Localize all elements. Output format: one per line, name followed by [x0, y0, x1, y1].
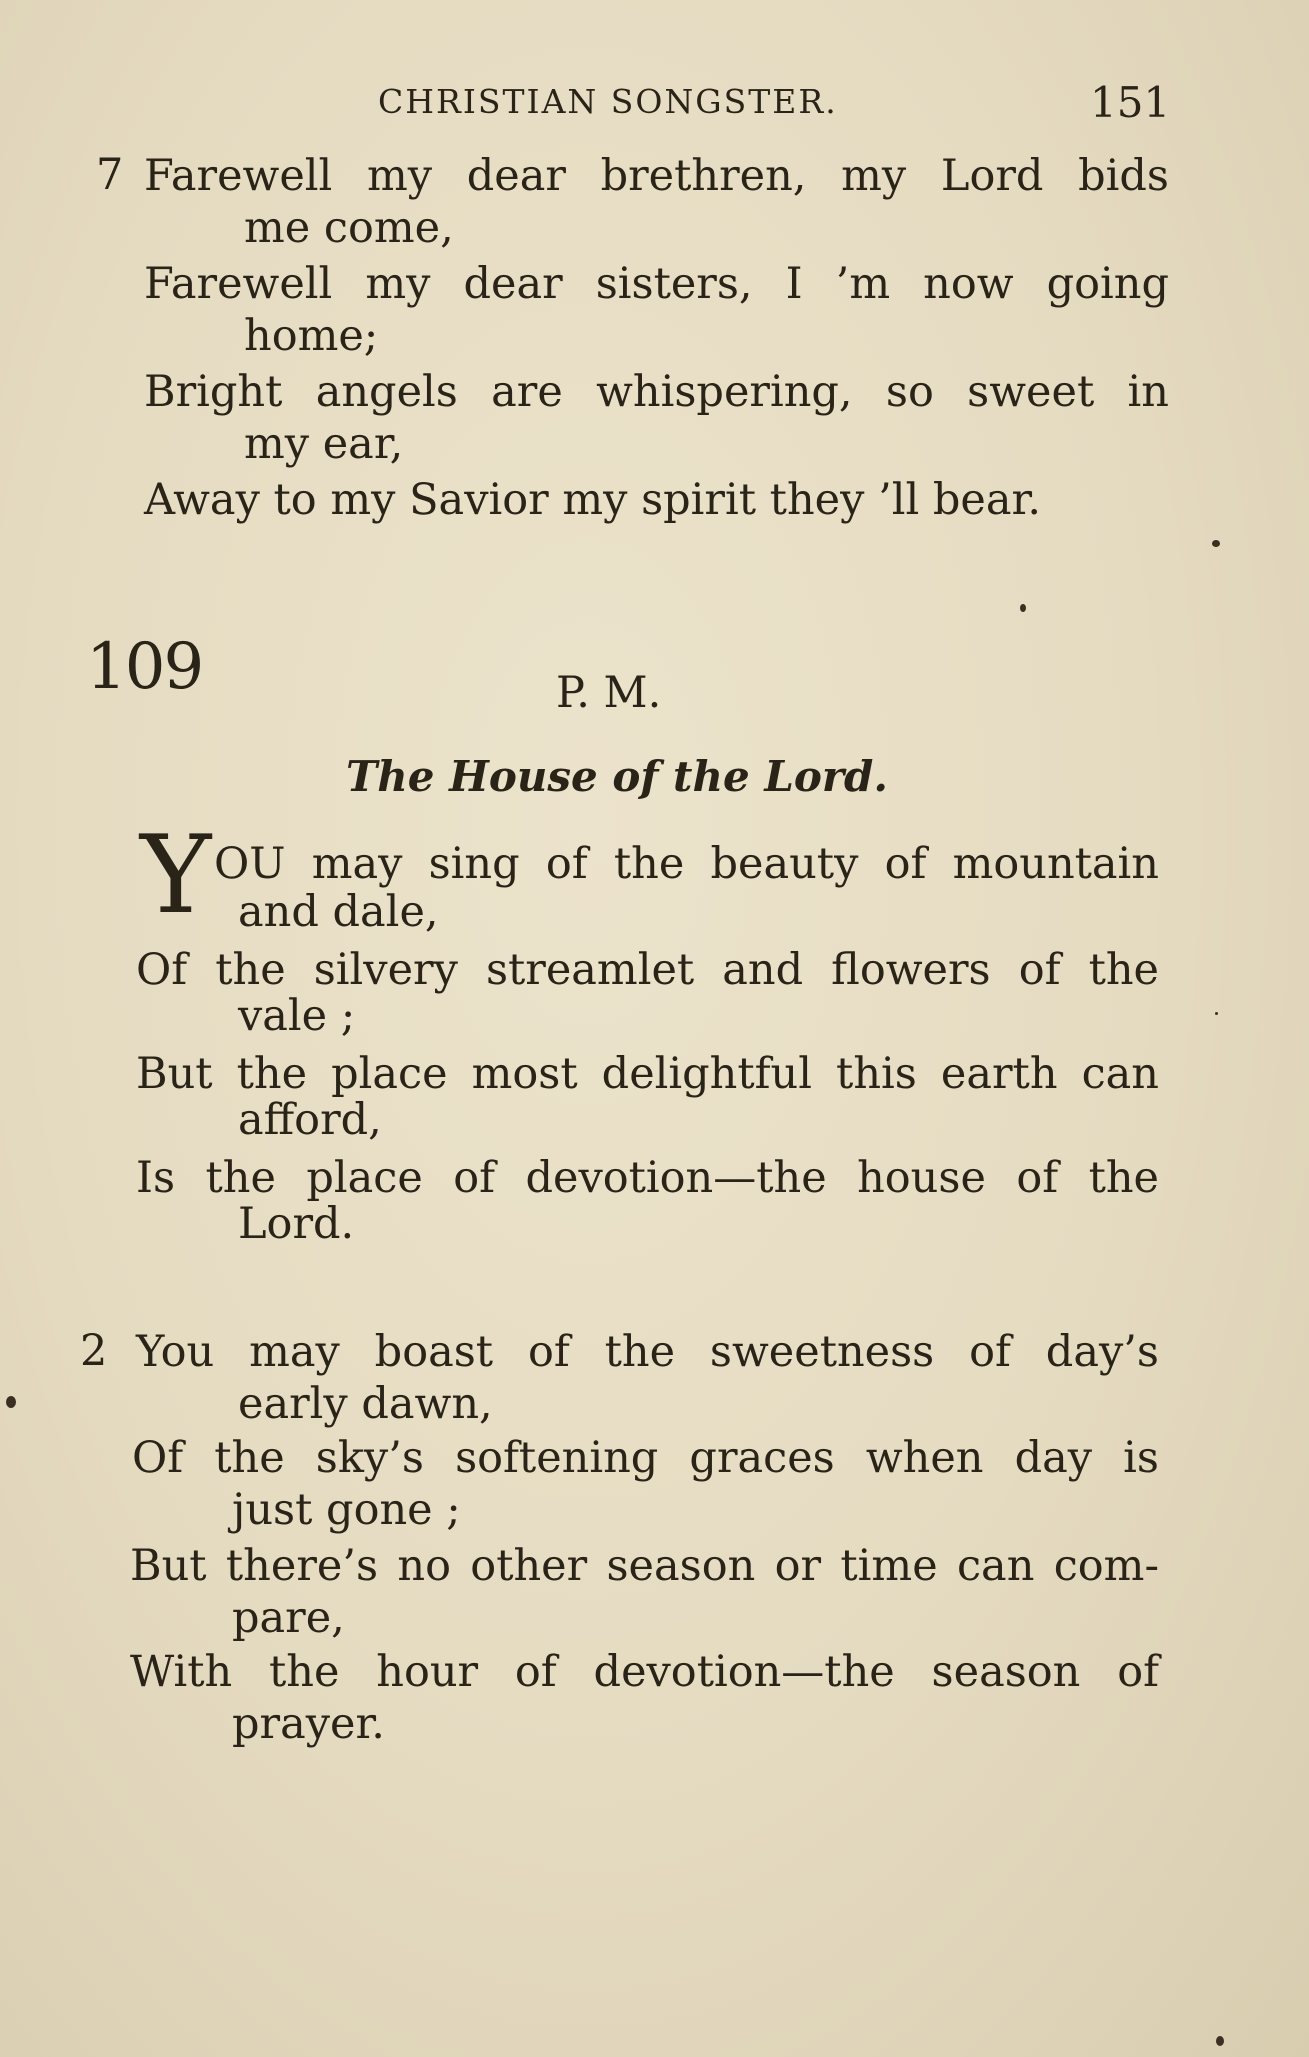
hymn-number: 109	[86, 630, 203, 704]
verse-line: Bright angels are whispering, so sweet in	[144, 367, 1169, 417]
verse-number: 2	[80, 1326, 108, 1376]
verse-line: Of the silvery streamlet and flowers of the	[136, 945, 1159, 995]
verse-line: early dawn,	[238, 1379, 493, 1429]
verse-line: Away to my Savior my spirit they ’ll bear.	[144, 475, 1042, 525]
verse-line: You may boast of the sweetness of day’s	[136, 1327, 1159, 1377]
verse-line: Of the sky’s softening graces when day is	[132, 1433, 1159, 1483]
verse-line: Farewell my dear sisters, I ’m now going	[144, 259, 1169, 309]
paper-speck	[6, 1396, 16, 1408]
verse-line: With the hour of devotion—the season of	[130, 1647, 1159, 1697]
verse-line: Is the place of devotion—the house of the	[136, 1153, 1159, 1203]
paper-speck	[1215, 1012, 1218, 1015]
verse-line: prayer.	[232, 1699, 385, 1749]
running-title: CHRISTIAN SONGSTER.	[378, 82, 838, 121]
verse-line: vale ;	[238, 991, 356, 1041]
verse-line: my ear,	[244, 419, 404, 469]
verse-line: home;	[244, 311, 379, 361]
paper-speck	[1216, 2036, 1224, 2046]
verse-line: Farewell my dear brethren, my Lord bids	[144, 151, 1169, 201]
verse-line: But the place most delightful this earth can	[136, 1049, 1159, 1099]
paper-speck	[1212, 540, 1220, 547]
verse-line: But there’s no other season or time can com-	[130, 1541, 1159, 1591]
verse-line: just gone ;	[232, 1485, 461, 1535]
hymn-meter: P. M.	[556, 668, 662, 718]
hymn-title: The House of the Lord.	[346, 752, 889, 801]
verse-line: Lord.	[238, 1199, 355, 1249]
verse-line: me come,	[244, 203, 454, 253]
paper-speck	[1020, 604, 1026, 612]
verse-line: afford,	[238, 1095, 382, 1145]
page-number: 151	[1090, 78, 1171, 127]
verse-line: pare,	[232, 1593, 345, 1643]
verse-line: and dale,	[238, 887, 439, 937]
drop-cap: Y	[140, 813, 212, 938]
verse-number: 7	[96, 150, 124, 200]
verse-line: OU may sing of the beauty of mountain	[214, 839, 1159, 889]
